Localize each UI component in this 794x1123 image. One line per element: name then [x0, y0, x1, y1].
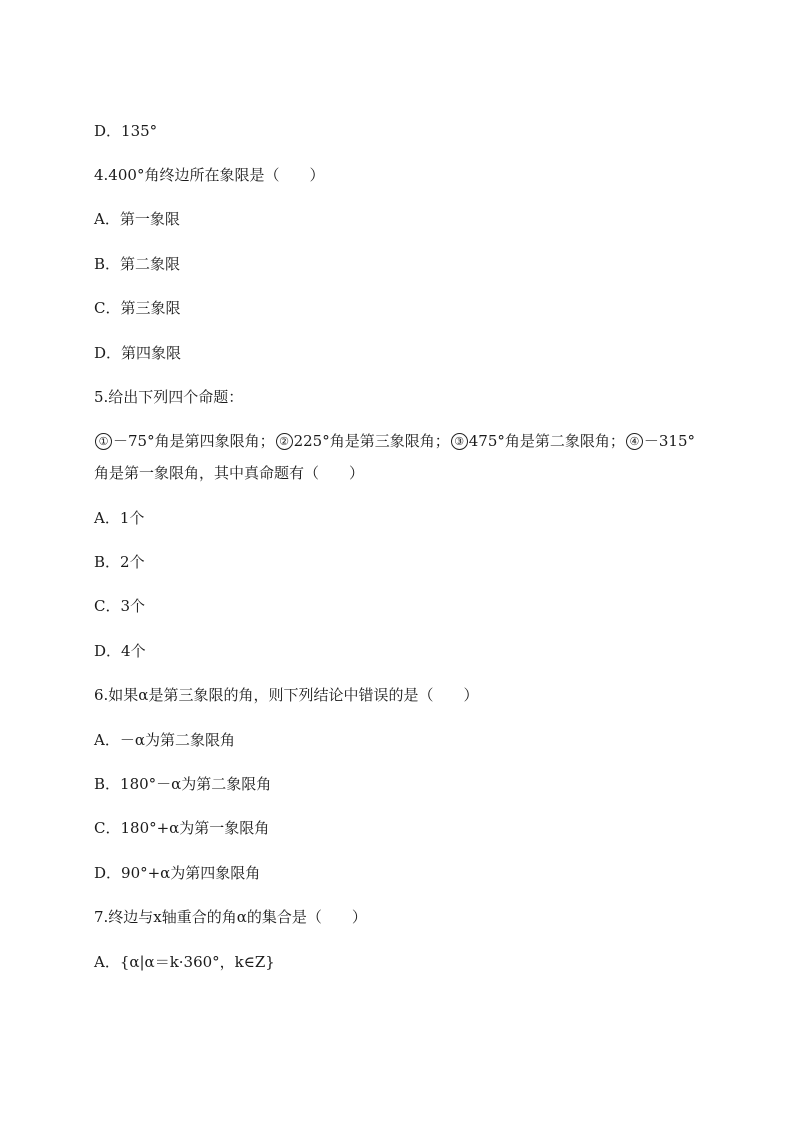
q5-propositions [94, 425, 700, 489]
proposition-1: －75°角是第四象限角； [113, 432, 275, 450]
q5-option-d: D．4个 [94, 642, 146, 660]
q4-option-c: C．第三象限 [94, 299, 181, 317]
q4-option-a: A．第一象限 [94, 210, 180, 228]
q6-stem: 6.如果α是第三象限的角，则下列结论中错误的是（ ） [94, 686, 479, 704]
q6-option-b: B．180°－α为第二象限角 [94, 775, 272, 793]
q7-stem: 7.终边与x轴重合的角α的集合是（ ） [94, 908, 367, 926]
proposition-4-mark: ④ [626, 433, 643, 450]
proposition-2: 225°角是第三象限角； [293, 432, 450, 450]
q7-option-a: A．{α|α＝k·360°，k∈Z} [94, 953, 275, 971]
q6-option-d: D．90°+α为第四象限角 [94, 864, 261, 882]
q5-option-b: B．2个 [94, 553, 145, 571]
q4-option-d: D．第四象限 [94, 344, 182, 362]
proposition-1-mark: ① [95, 433, 112, 450]
q5-stem: 5.给出下列四个命题： [94, 388, 244, 406]
proposition-3-mark: ③ [451, 433, 468, 450]
q4-stem: 4.400°角终边所在象限是（ ） [94, 166, 325, 184]
q6-option-c: C．180°+α为第一象限角 [94, 819, 270, 837]
proposition-3: 475°角是第二象限角； [468, 432, 625, 450]
q5-option-a: A．1个 [94, 509, 145, 527]
q3-option-d: D．135° [94, 122, 158, 140]
proposition-4: －315°角是第一象限角，其中真命题有（ ） [94, 432, 696, 482]
q6-option-a: A．－α为第二象限角 [94, 731, 235, 749]
q4-option-b: B．第二象限 [94, 255, 181, 273]
q5-option-c: C．3个 [94, 597, 146, 615]
proposition-2-mark: ② [276, 433, 293, 450]
